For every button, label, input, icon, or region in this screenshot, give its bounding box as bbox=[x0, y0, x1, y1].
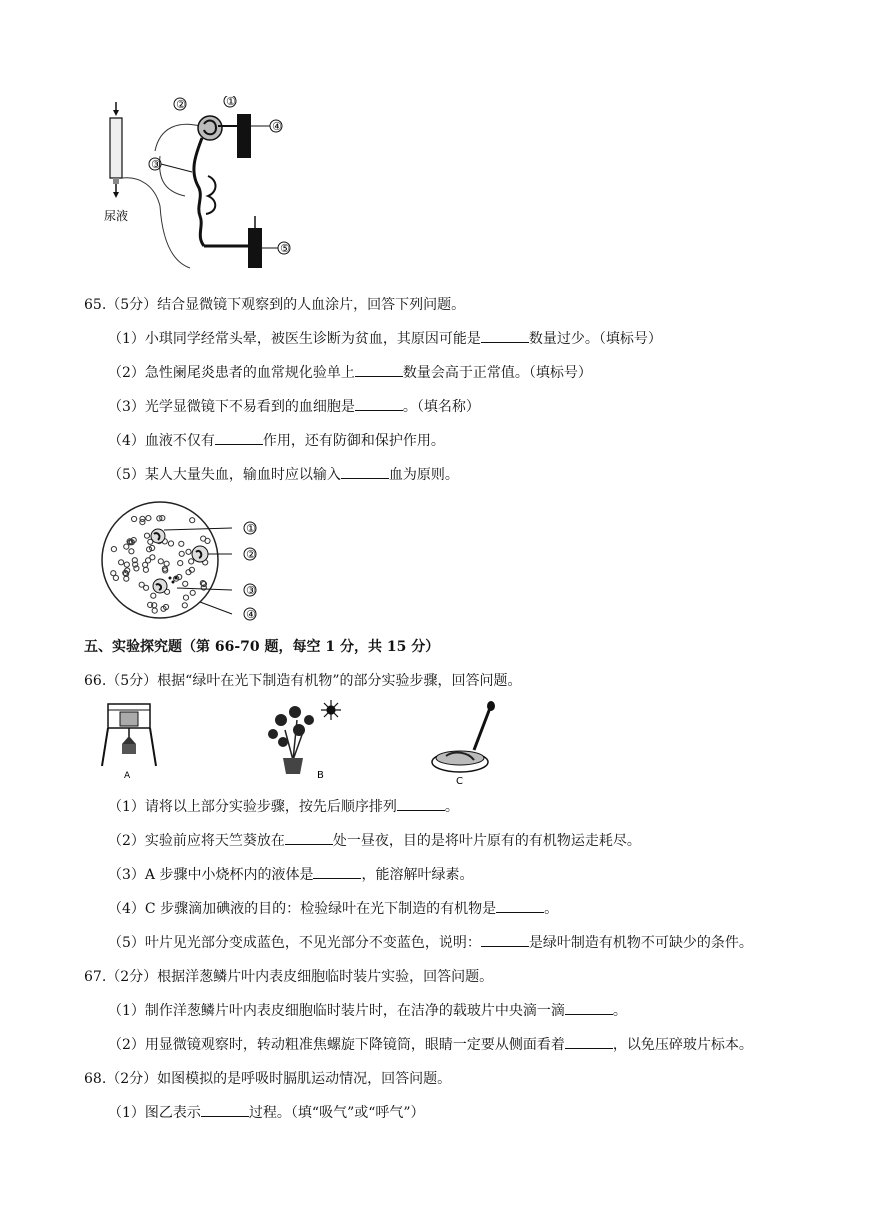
section-title: 五、实验探究题（第 66-70 题，每空 1 分，共 15 分） bbox=[84, 639, 440, 655]
q65-item-2: （2）急性阑尾炎患者的血常规化验单上 数量会高于正常值。（填标号） bbox=[108, 365, 592, 381]
marker-4: ④ bbox=[272, 120, 282, 133]
q66-item-2: （2）实验前应将天竺葵放在 处一昼夜，目的是将叶片原有的有机物运走耗尽。 bbox=[108, 833, 641, 849]
answer-blank[interactable] bbox=[215, 432, 263, 445]
marker-5: ⑤ bbox=[280, 242, 290, 255]
smear-marker-4: ④ bbox=[246, 608, 256, 621]
q65-item-5: （5）某人大量失血，输血时应以输入 血为原则。 bbox=[108, 467, 459, 483]
q65-item-3: （3）光学显微镜下不易看到的血细胞是 。（填名称） bbox=[108, 399, 480, 415]
answer-blank[interactable] bbox=[481, 330, 529, 343]
q67-header: 67.（2分）根据洋葱鳞片叶内表皮细胞临时装片实验，回答问题。 bbox=[84, 969, 494, 985]
q66-item-5: （5）叶片见光部分变成蓝色，不见光部分不变蓝色，说明： 是绿叶制造有机物不可缺少的条件。 bbox=[108, 935, 753, 951]
q66-header: 66.（5分）根据“绿叶在光下制造有机物”的部分实验步骤，回答问题。 bbox=[84, 673, 522, 689]
q68-item-1: （1）图乙表示 过程。（填“吸气”或“呼气”） bbox=[108, 1105, 425, 1121]
answer-blank[interactable] bbox=[397, 798, 445, 811]
label-a: A bbox=[124, 771, 131, 780]
q68-header: 68.（2分）如图模拟的是呼吸时膈肌运动情况，回答问题。 bbox=[84, 1071, 452, 1087]
marker-1: ① bbox=[226, 96, 236, 108]
experiment-step-b-figure bbox=[265, 700, 350, 780]
experiment-step-c-figure bbox=[428, 700, 508, 786]
answer-blank[interactable] bbox=[355, 364, 403, 377]
smear-marker-2: ② bbox=[246, 548, 256, 561]
smear-marker-1: ① bbox=[246, 522, 256, 535]
answer-blank[interactable] bbox=[565, 1036, 613, 1049]
q66-item-4: （4）C 步骤滴加碘液的目的：检验绿叶在光下制造的有机物是 。 bbox=[108, 901, 559, 917]
label-c: C bbox=[456, 776, 463, 786]
q65-header: 65.（5分）结合显微镜下观察到的人血涂片，回答下列问题。 bbox=[84, 297, 466, 313]
q65-item-4: （4）血液不仅有 作用，还有防御和保护作用。 bbox=[108, 433, 445, 449]
answer-blank[interactable] bbox=[496, 900, 544, 913]
answer-blank[interactable] bbox=[565, 1002, 613, 1015]
kidney-nephron-figure bbox=[100, 96, 300, 276]
answer-blank[interactable] bbox=[201, 1104, 249, 1117]
q66-item-1: （1）请将以上部分实验步骤，按先后顺序排列 。 bbox=[108, 799, 459, 815]
label-b: B bbox=[317, 770, 324, 780]
answer-blank[interactable] bbox=[341, 466, 389, 479]
experiment-step-a-figure bbox=[100, 700, 160, 780]
smear-marker-3: ③ bbox=[246, 584, 256, 597]
urine-label: 尿液 bbox=[104, 209, 129, 223]
q67-item-2: （2）用显微镜观察时，转动粗准焦螺旋下降镜筒，眼睛一定要从侧面看着 ，以免压碎玻片标本。 bbox=[108, 1037, 753, 1053]
marker-2: ② bbox=[176, 98, 186, 111]
answer-blank[interactable] bbox=[355, 398, 403, 411]
q67-item-1: （1）制作洋葱鳞片叶内表皮细胞临时装片时，在洁净的载玻片中央滴一滴 。 bbox=[108, 1003, 627, 1019]
answer-blank[interactable] bbox=[313, 866, 361, 879]
answer-blank[interactable] bbox=[481, 934, 529, 947]
blood-smear-figure bbox=[100, 498, 270, 624]
q65-item-1: （1）小琪同学经常头晕，被医生诊断为贫血，其原因可能是 数量过少。（填标号） bbox=[108, 331, 662, 347]
answer-blank[interactable] bbox=[285, 832, 333, 845]
q66-item-3: （3）A 步骤中小烧杯内的液体是 ，能溶解叶绿素。 bbox=[108, 867, 474, 883]
marker-3: ③ bbox=[151, 158, 161, 171]
